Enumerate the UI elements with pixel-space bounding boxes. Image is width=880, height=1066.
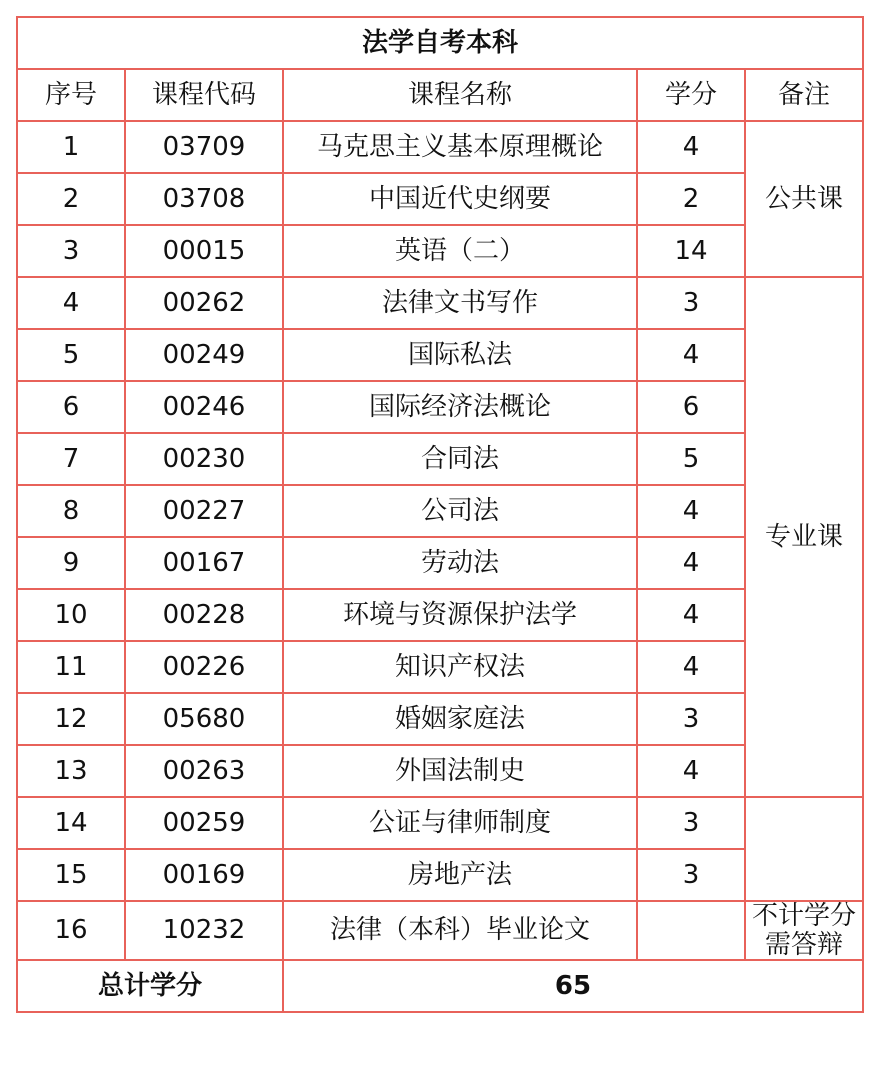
row-seq: 3 bbox=[17, 225, 125, 277]
row-credit: 5 bbox=[637, 433, 745, 485]
row-seq: 8 bbox=[17, 485, 125, 537]
row-code: 00262 bbox=[125, 277, 283, 329]
title-row bbox=[17, 17, 863, 69]
total-row bbox=[17, 960, 863, 1012]
row-name: 合同法 bbox=[283, 433, 637, 485]
table-row bbox=[17, 641, 863, 693]
row-code: 00259 bbox=[125, 797, 283, 849]
row-code: 03709 bbox=[125, 121, 283, 173]
row-code: 00230 bbox=[125, 433, 283, 485]
row-credit: 6 bbox=[637, 381, 745, 433]
table-row bbox=[17, 381, 863, 433]
table-row bbox=[17, 485, 863, 537]
row-credit: 4 bbox=[637, 745, 745, 797]
row-name: 法律（本科）毕业论文 bbox=[283, 901, 637, 960]
table-row bbox=[17, 849, 863, 901]
row-credit: 4 bbox=[637, 589, 745, 641]
row-credit: 3 bbox=[637, 797, 745, 849]
row-name: 国际经济法概论 bbox=[283, 381, 637, 433]
row-code: 05680 bbox=[125, 693, 283, 745]
row-name: 知识产权法 bbox=[283, 641, 637, 693]
row-code: 00249 bbox=[125, 329, 283, 381]
header-row bbox=[17, 69, 863, 121]
remark-thesis bbox=[745, 901, 863, 960]
table-row bbox=[17, 901, 863, 960]
remark-thesis-line2: 需答辩 bbox=[765, 929, 844, 960]
table-row bbox=[17, 329, 863, 381]
header-name: 课程名称 bbox=[283, 69, 637, 121]
row-code: 00263 bbox=[125, 745, 283, 797]
header-code: 课程代码 bbox=[125, 69, 283, 121]
table-row bbox=[17, 277, 863, 329]
total-label: 总计学分 bbox=[17, 960, 283, 1012]
header-remark: 备注 bbox=[745, 69, 863, 121]
row-credit: 4 bbox=[637, 641, 745, 693]
table-row bbox=[17, 173, 863, 225]
table-row bbox=[17, 537, 863, 589]
row-code: 00169 bbox=[125, 849, 283, 901]
row-seq: 15 bbox=[17, 849, 125, 901]
row-credit: 4 bbox=[637, 537, 745, 589]
row-code: 03708 bbox=[125, 173, 283, 225]
table-row bbox=[17, 121, 863, 173]
table-title: 法学自考本科 bbox=[17, 17, 863, 69]
row-seq: 10 bbox=[17, 589, 125, 641]
row-credit: 3 bbox=[637, 277, 745, 329]
remark-public: 公共课 bbox=[745, 121, 863, 277]
row-name: 外国法制史 bbox=[283, 745, 637, 797]
row-name: 公证与律师制度 bbox=[283, 797, 637, 849]
row-credit: 14 bbox=[637, 225, 745, 277]
remark-thesis-line1: 不计学分 bbox=[752, 901, 857, 931]
row-name: 劳动法 bbox=[283, 537, 637, 589]
row-credit bbox=[637, 901, 745, 960]
table-row bbox=[17, 433, 863, 485]
row-name: 房地产法 bbox=[283, 849, 637, 901]
row-seq: 9 bbox=[17, 537, 125, 589]
remark-major: 专业课 bbox=[745, 277, 863, 797]
table-row bbox=[17, 225, 863, 277]
row-seq: 4 bbox=[17, 277, 125, 329]
header-seq: 序号 bbox=[17, 69, 125, 121]
row-name: 国际私法 bbox=[283, 329, 637, 381]
row-code: 00226 bbox=[125, 641, 283, 693]
row-seq: 2 bbox=[17, 173, 125, 225]
row-code: 00015 bbox=[125, 225, 283, 277]
header-credit: 学分 bbox=[637, 69, 745, 121]
table-row bbox=[17, 745, 863, 797]
row-code: 00246 bbox=[125, 381, 283, 433]
row-credit: 4 bbox=[637, 485, 745, 537]
course-table bbox=[16, 16, 864, 1013]
row-credit: 3 bbox=[637, 693, 745, 745]
row-seq: 13 bbox=[17, 745, 125, 797]
row-seq: 5 bbox=[17, 329, 125, 381]
row-code: 10232 bbox=[125, 901, 283, 960]
row-seq: 14 bbox=[17, 797, 125, 849]
row-name: 中国近代史纲要 bbox=[283, 173, 637, 225]
row-name: 英语（二） bbox=[283, 225, 637, 277]
row-credit: 4 bbox=[637, 329, 745, 381]
row-credit: 2 bbox=[637, 173, 745, 225]
row-name: 环境与资源保护法学 bbox=[283, 589, 637, 641]
row-credit: 4 bbox=[637, 121, 745, 173]
row-seq: 1 bbox=[17, 121, 125, 173]
remark-empty bbox=[745, 797, 863, 901]
row-seq: 12 bbox=[17, 693, 125, 745]
row-name: 公司法 bbox=[283, 485, 637, 537]
row-name: 法律文书写作 bbox=[283, 277, 637, 329]
row-seq: 6 bbox=[17, 381, 125, 433]
row-code: 00167 bbox=[125, 537, 283, 589]
row-credit: 3 bbox=[637, 849, 745, 901]
row-seq: 16 bbox=[17, 901, 125, 960]
total-value: 65 bbox=[283, 960, 863, 1012]
row-code: 00228 bbox=[125, 589, 283, 641]
row-seq: 7 bbox=[17, 433, 125, 485]
table-row bbox=[17, 589, 863, 641]
row-seq: 11 bbox=[17, 641, 125, 693]
row-code: 00227 bbox=[125, 485, 283, 537]
row-name: 婚姻家庭法 bbox=[283, 693, 637, 745]
row-name: 马克思主义基本原理概论 bbox=[283, 121, 637, 173]
table-row bbox=[17, 797, 863, 849]
table-row bbox=[17, 693, 863, 745]
